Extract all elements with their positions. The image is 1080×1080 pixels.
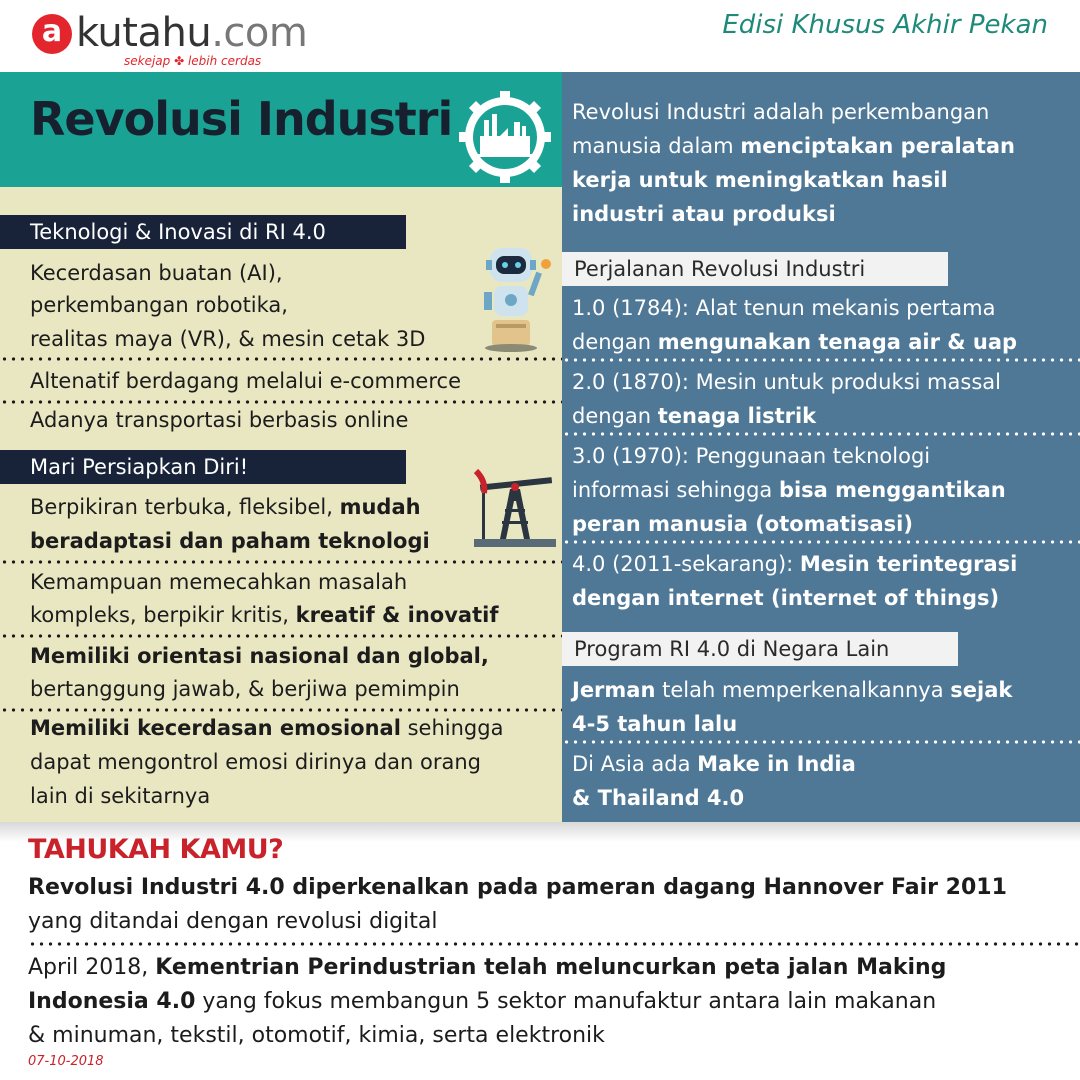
journey-heading: Perjalanan Revolusi Industri bbox=[562, 252, 948, 286]
fact-line bbox=[28, 872, 1007, 904]
fact-line: & minuman, tekstil, otomotif, kimia, serta elektronik bbox=[28, 1023, 605, 1048]
page-title: Revolusi Industri bbox=[30, 92, 453, 146]
separator bbox=[0, 634, 562, 638]
revolution-line bbox=[572, 548, 1017, 581]
logo-tagline: sekejap ✤ lebih cerdas bbox=[124, 54, 262, 68]
prep-text: Berpikiran terbuka, fleksibel, bbox=[30, 495, 340, 519]
oil-pump-icon bbox=[472, 467, 558, 553]
prep-text: kompleks, berpikir kritis, bbox=[30, 603, 296, 627]
intro-text: manusia dalam bbox=[572, 134, 741, 158]
fact-text: yang fokus membangun 5 sektor manufaktur antara lain makanan bbox=[195, 989, 937, 1014]
revolution-text: informasi sehingga bbox=[572, 478, 779, 502]
revolution-bold: bisa menggantikan bbox=[778, 478, 1006, 502]
factory-gear-icon bbox=[458, 90, 552, 184]
tech-item-line: realitas maya (VR), & mesin cetak 3D bbox=[30, 327, 426, 351]
tech-item-line: Altenatif berdagang melalui e-commerce bbox=[30, 369, 461, 393]
tech-item-line: Kecerdasan buatan (AI), bbox=[30, 261, 283, 285]
prep-item-line: dapat mengontrol emosi dirinya dan orang bbox=[30, 750, 482, 774]
tech-heading: Teknologi & Inovasi di RI 4.0 bbox=[0, 215, 406, 249]
prep-bold: kreatif & inovatif bbox=[295, 603, 499, 627]
program-line bbox=[572, 782, 744, 815]
separator bbox=[0, 400, 562, 404]
revolution-line: 1.0 (1784): Alat tenun mekanis pertama bbox=[572, 296, 996, 320]
right-panel bbox=[562, 72, 1080, 822]
header bbox=[0, 0, 1080, 72]
facts-section bbox=[0, 822, 1080, 1080]
program-bold: Jerman bbox=[572, 678, 656, 702]
fact-bold: Indonesia 4.0 bbox=[28, 989, 196, 1014]
revolution-text: dengan bbox=[572, 330, 658, 354]
revolution-line bbox=[572, 326, 1017, 359]
revolution-line bbox=[572, 508, 913, 541]
prep-item-line bbox=[30, 492, 421, 523]
tech-item-line: perkembangan robotika, bbox=[30, 293, 288, 317]
prep-item-line: Kemampuan memecahkan masalah bbox=[30, 570, 408, 594]
intro-line bbox=[572, 130, 1015, 163]
intro-line bbox=[572, 198, 836, 231]
revolution-bold: Mesin terintegrasi bbox=[799, 552, 1018, 576]
intro-bold: menciptakan peralatan bbox=[740, 134, 1016, 158]
prep-heading: Mari Persiapkan Diri! bbox=[0, 450, 406, 484]
revolution-text: dengan bbox=[572, 404, 658, 428]
fact-line bbox=[28, 986, 936, 1018]
separator bbox=[0, 708, 562, 712]
revolution-line: 2.0 (1870): Mesin untuk produksi massal bbox=[572, 370, 1001, 394]
prep-item-line bbox=[30, 600, 498, 631]
logo-domain: .com bbox=[211, 10, 308, 56]
fact-line: yang ditandai dengan revolusi digital bbox=[28, 909, 438, 934]
logo-letter: a bbox=[32, 14, 72, 54]
publish-date: 07-10-2018 bbox=[28, 1054, 104, 1069]
intro-line bbox=[572, 164, 948, 197]
program-bold: 4-5 tahun lalu bbox=[572, 712, 738, 736]
prep-bold: beradaptasi dan paham teknologi bbox=[30, 529, 430, 553]
separator bbox=[0, 560, 562, 564]
prep-item-line: lain di sekitarnya bbox=[30, 784, 211, 808]
intro-bold: kerja untuk meningkatkan hasil bbox=[572, 168, 948, 192]
title-band bbox=[0, 72, 562, 187]
prep-text: sehingga bbox=[400, 716, 504, 740]
logo-wordmark bbox=[76, 10, 307, 56]
program-bold: & Thailand 4.0 bbox=[572, 786, 745, 810]
prep-item-line bbox=[30, 641, 489, 672]
separator bbox=[0, 357, 562, 361]
prep-item-line bbox=[30, 526, 430, 557]
prep-bold: mudah bbox=[339, 495, 421, 519]
facts-heading: TAHUKAH KAMU? bbox=[28, 834, 284, 865]
logo-name: kutahu bbox=[76, 10, 212, 56]
edition-label: Edisi Khusus Akhir Pekan bbox=[722, 10, 1048, 40]
program-bold: sejak bbox=[950, 678, 1013, 702]
separator bbox=[562, 740, 1080, 744]
revolution-line bbox=[572, 474, 1006, 507]
intro-line: Revolusi Industri adalah perkembangan bbox=[572, 100, 990, 124]
program-line bbox=[572, 674, 1012, 707]
left-panel bbox=[0, 72, 562, 822]
prep-item-line bbox=[30, 713, 503, 744]
separator bbox=[562, 432, 1080, 436]
revolution-bold: tenaga listrik bbox=[657, 404, 817, 428]
program-text: telah memperkenalkannya bbox=[655, 678, 951, 702]
fact-bold: Kementrian Perindustrian telah meluncurkan peta jalan Making bbox=[155, 955, 947, 980]
program-bold: Make in India bbox=[697, 752, 856, 776]
fact-bold: Revolusi Industri 4.0 diperkenalkan pada pameran dagang Hannover Fair 2011 bbox=[28, 875, 1007, 900]
program-text: Di Asia ada bbox=[572, 752, 698, 776]
revolution-bold: dengan internet (internet of things) bbox=[572, 586, 1000, 610]
program-line bbox=[572, 748, 856, 781]
program-line bbox=[572, 708, 737, 741]
prep-item-line: bertanggung jawab, & berjiwa pemimpin bbox=[30, 677, 460, 701]
separator bbox=[562, 358, 1080, 362]
tech-item-line: Adanya transportasi berbasis online bbox=[30, 408, 409, 432]
separator bbox=[562, 540, 1080, 544]
separator bbox=[28, 942, 1080, 946]
prep-bold: Memiliki kecerdasan emosional bbox=[30, 716, 401, 740]
revolution-line bbox=[572, 582, 999, 615]
fact-text: April 2018, bbox=[28, 955, 156, 980]
revolution-text: 4.0 (2011-sekarang): bbox=[572, 552, 800, 576]
revolution-line: 3.0 (1970): Penggunaan teknologi bbox=[572, 444, 931, 468]
revolution-bold: peran manusia (otomatisasi) bbox=[572, 512, 913, 536]
intro-bold: industri atau produksi bbox=[572, 202, 836, 226]
prep-bold: Memiliki orientasi nasional dan global, bbox=[30, 644, 489, 668]
robot-icon bbox=[480, 242, 560, 352]
fact-line bbox=[28, 952, 946, 984]
revolution-bold: mengunakan tenaga air & uap bbox=[657, 330, 1018, 354]
program-heading: Program RI 4.0 di Negara Lain bbox=[562, 632, 958, 666]
revolution-line bbox=[572, 400, 816, 433]
